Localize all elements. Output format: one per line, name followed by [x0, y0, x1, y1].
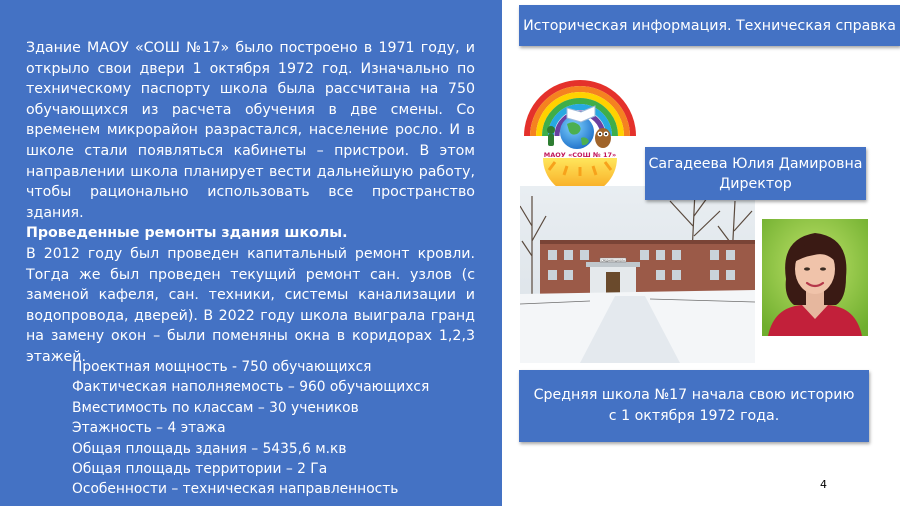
director-box — [645, 147, 866, 200]
director-name: Сагадеева Юлия Дамировна — [648, 155, 863, 172]
history-line-2: с 1 октября 1972 года. — [608, 408, 780, 424]
spec-item: Проектная мощность - 750 обучающихся — [72, 359, 372, 375]
history-box — [519, 370, 869, 442]
paragraph-history: Здание МАОУ «СОШ №17» было построено в 1971 году, и открыло свои двери 1 октября 1972 год. Изначально по техническому паспорту школа была рассчитана на 750 обучающихся из расчета обучения в две смены. Со временем микрорайон разрастался, население росло. И в школе стали появляться кабинеты – пристрои. В этом направлении школа планирует вести дальнейшую работу, чтобы рационально использовать все пространство здания. — [26, 40, 475, 221]
slide-title-box — [519, 5, 900, 46]
repairs-heading: Проведенные ремонты здания школы. — [26, 225, 348, 242]
spec-item: Особенности – техническая направленность — [72, 481, 399, 498]
spec-item: Вместимость по классам – 30 учеников — [72, 399, 359, 416]
slide-title: Историческая информация. Техническая справка — [523, 17, 896, 34]
paragraph-repairs: В 2012 году был проведен капитальный ремонт кровли. Тогда же был проведен текущий ремонт сан. узлов (с заменой кафеля, сан. техники, системы канализации и водопровода, дверей). В 2022 году школа выиграла гранд на замену окон – были поменяны окна в коридорах 1,2,3 этажей. — [26, 245, 475, 365]
specs-list — [72, 357, 429, 500]
logo-text: МАОУ «СОШ № 17» — [543, 151, 617, 159]
page-number: 4 — [820, 478, 827, 491]
history-line-1: Средняя школа №17 начала свою историю — [533, 387, 855, 403]
school-sign-text: СРЕДНЯЯ ШКОЛА — [601, 259, 625, 263]
spec-item: Общая площадь территории – 2 Га — [72, 461, 328, 478]
spec-item: Этажность – 4 этажа — [72, 420, 226, 437]
director-portrait — [762, 219, 868, 336]
school-building-photo — [520, 186, 755, 363]
director-role: Директор — [719, 175, 792, 192]
spec-item: Фактическая наполняемость – 960 обучающихся — [72, 379, 430, 396]
school-logo — [515, 58, 645, 186]
spec-item: Общая площадь здания – 5435,6 м.кв — [72, 440, 347, 457]
main-text — [26, 38, 475, 368]
